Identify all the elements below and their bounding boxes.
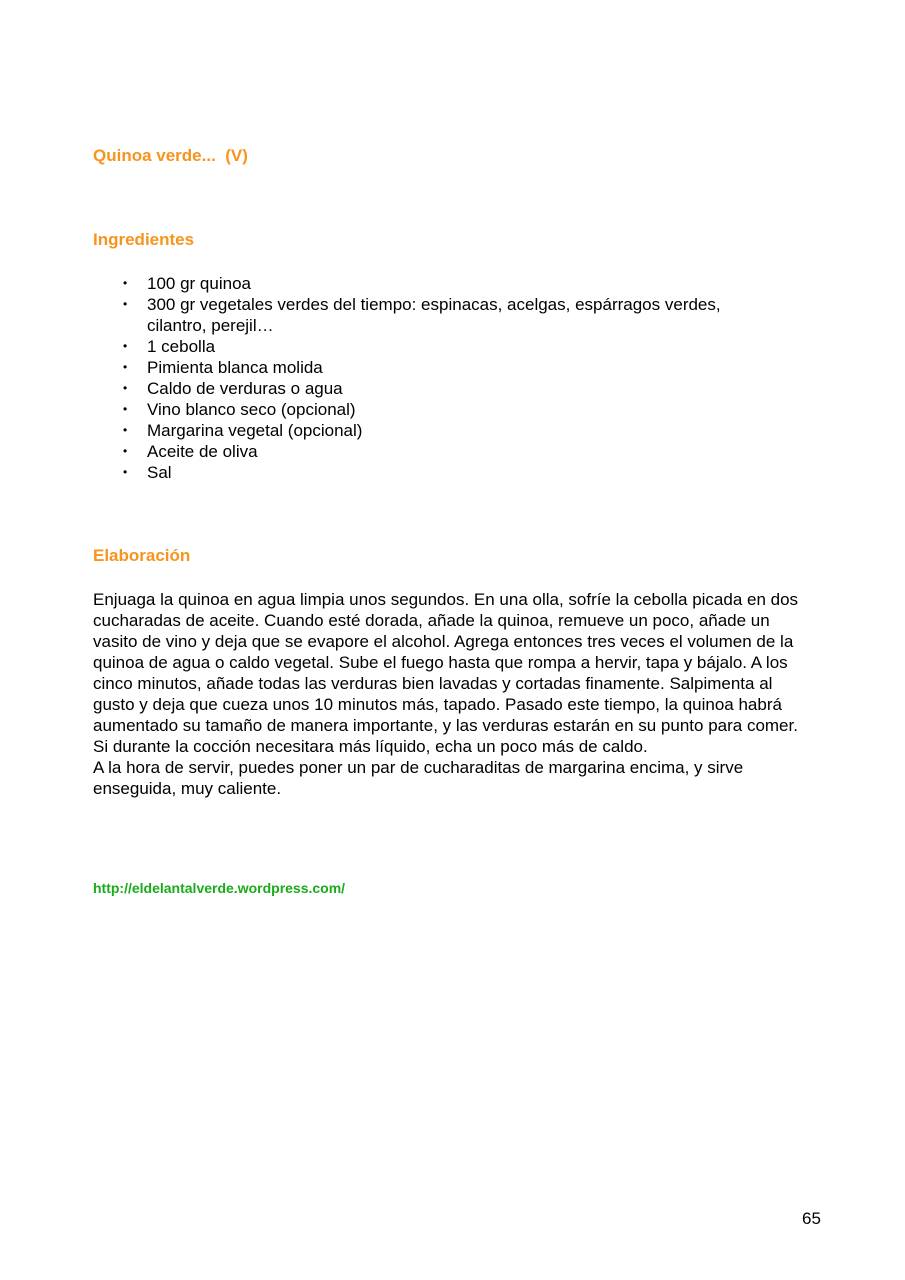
ingredients-list (120, 273, 780, 483)
ingredient-text: 1 cebolla (147, 337, 216, 356)
bullet-icon: • (123, 276, 128, 290)
bullet-icon: • (123, 297, 128, 311)
ingredient-text: Aceite de oliva (147, 442, 258, 461)
elaboration-heading: Elaboración (93, 546, 191, 565)
bullet-icon: • (123, 444, 128, 458)
list-item (120, 294, 780, 336)
elaboration-paragraph: Enjuaga la quinoa en agua limpia unos segundos. En una olla, sofríe la cebolla picada en dos cucharadas de aceite. Cuando esté dorada, añade la quinoa, remueve un poco, añade un vasito de vino y deja que se evapore el alcohol. Agrega entonces tres veces el volumen de la quinoa de agua o caldo vegetal. Sube el fuego hasta que rompa a hervir, tapa y bájalo. A los cinco minutos, añade todas las verduras bien lavadas y cortadas finamente. Salpimenta al gusto y deja que cueza unos 10 minutos más, tapado. Pasado este tiempo, la quinoa habrá aumentado su tamaño de manera importante, y las verduras estarán en su punto para comer. Si durante la cocción necesitara más líquido, echa un poco más de caldo. (93, 590, 799, 756)
ingredient-text: Sal (147, 463, 172, 482)
bullet-icon: • (123, 423, 128, 437)
list-item (120, 336, 780, 357)
list-item (120, 420, 780, 441)
list-item (120, 399, 780, 420)
ingredient-text: 300 gr vegetales verdes del tiempo: espinacas, acelgas, espárragos verdes, cilantro, perejil… (147, 295, 721, 335)
page-number: 65 (802, 1209, 821, 1228)
ingredient-text: Vino blanco seco (opcional) (147, 400, 356, 419)
bullet-icon: • (123, 360, 128, 374)
ingredient-text: Caldo de verduras o agua (147, 379, 343, 398)
ingredient-text: Pimienta blanca molida (147, 358, 323, 377)
ingredients-heading: Ingredientes (93, 230, 195, 249)
list-item (120, 273, 780, 294)
bullet-icon: • (123, 402, 128, 416)
list-item (120, 378, 780, 399)
list-item (120, 357, 780, 378)
bullet-icon: • (123, 339, 128, 353)
elaboration-text (93, 589, 813, 799)
bullet-icon: • (123, 465, 128, 479)
list-item (120, 462, 780, 483)
source-link[interactable]: http://eldelantalverde.wordpress.com/ (93, 880, 346, 896)
list-item (120, 441, 780, 462)
recipe-title: Quinoa verde... (V) (93, 146, 248, 165)
ingredient-text: 100 gr quinoa (147, 274, 251, 293)
elaboration-paragraph: A la hora de servir, puedes poner un par de cucharaditas de margarina encima, y sirve enseguida, muy caliente. (93, 758, 744, 798)
ingredient-text: Margarina vegetal (opcional) (147, 421, 363, 440)
bullet-icon: • (123, 381, 128, 395)
